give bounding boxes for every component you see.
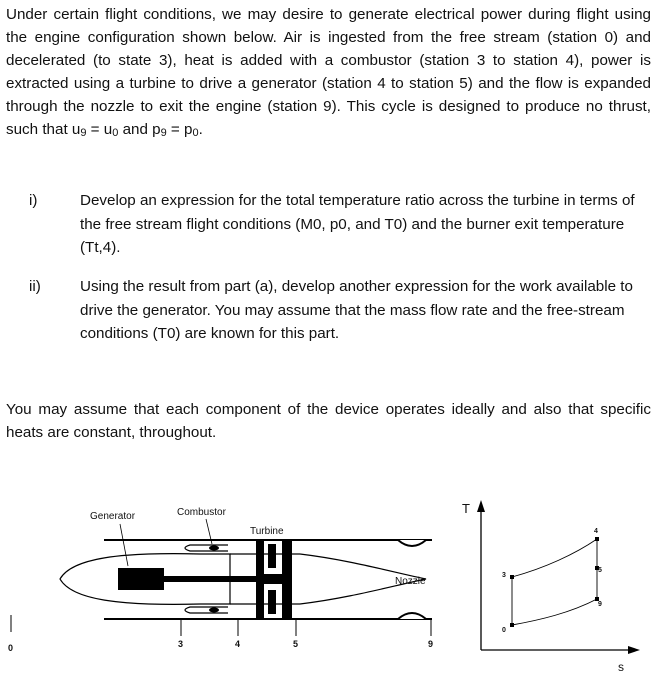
station-4: 4 (235, 639, 241, 649)
ts-point-5: 5 (598, 567, 602, 574)
station-5: 5 (293, 639, 299, 649)
fuel-injector-top (209, 546, 219, 551)
turbine (256, 540, 292, 619)
question-2-number: ii) (29, 278, 41, 295)
station-0: 0 (8, 643, 14, 653)
intro-text: Under certain flight conditions, we may desire to generate electrical power during flight using the engine configuration shown below. Air is ingested from the free stream (station 0) and decelerated (to state 3), heat is added with a combustor (station 3 to station 4), power is extracted using a turbine to drive a generator (station 4 to station 5) and the flow is expanded through the nozzle to exit the engine (station 9). This cycle is designed to produce no thrust, such (6, 6, 651, 138)
question-2-text: Using the result from part (a), develop another expression for the work available to drive the generator. You may assume that the mass flow rate and the free-stream conditions (T0) are known for this part. (80, 278, 633, 342)
ts-point-0: 0 (502, 627, 506, 634)
ts-x-axis-label: s (618, 660, 624, 674)
ts-y-axis-label: T (462, 501, 470, 516)
fuel-injector-bottom (209, 608, 219, 613)
turbine-label: Turbine (250, 526, 284, 537)
station-3: 3 (178, 639, 184, 649)
intro-paragraph (6, 3, 651, 145)
ts-point-4: 4 (594, 528, 598, 535)
nozzle-label: Nozzle (395, 576, 426, 587)
generator-block (118, 568, 164, 590)
intro-tail: that u9 = u0 and p9 = p0. (42, 121, 203, 139)
generator-label: Generator (90, 511, 136, 522)
combustor-label: Combustor (177, 507, 226, 518)
assumption-paragraph: You may assume that each component of the device operates ideally and also that specific heats are constant, throughout. (6, 401, 651, 441)
ts-point-3: 3 (502, 572, 506, 579)
ts-diagram (462, 500, 640, 674)
question-1-number: i) (29, 192, 38, 209)
question-1-text: Develop an expression for the total temperature ratio across the turbine in terms of the free stream flight conditions (M0, p0, and T0) and the burner exit temperature (Tt,4). (80, 192, 635, 256)
ts-point-9: 9 (598, 601, 602, 608)
engine-diagram (0, 488, 657, 687)
station-9: 9 (428, 639, 434, 649)
